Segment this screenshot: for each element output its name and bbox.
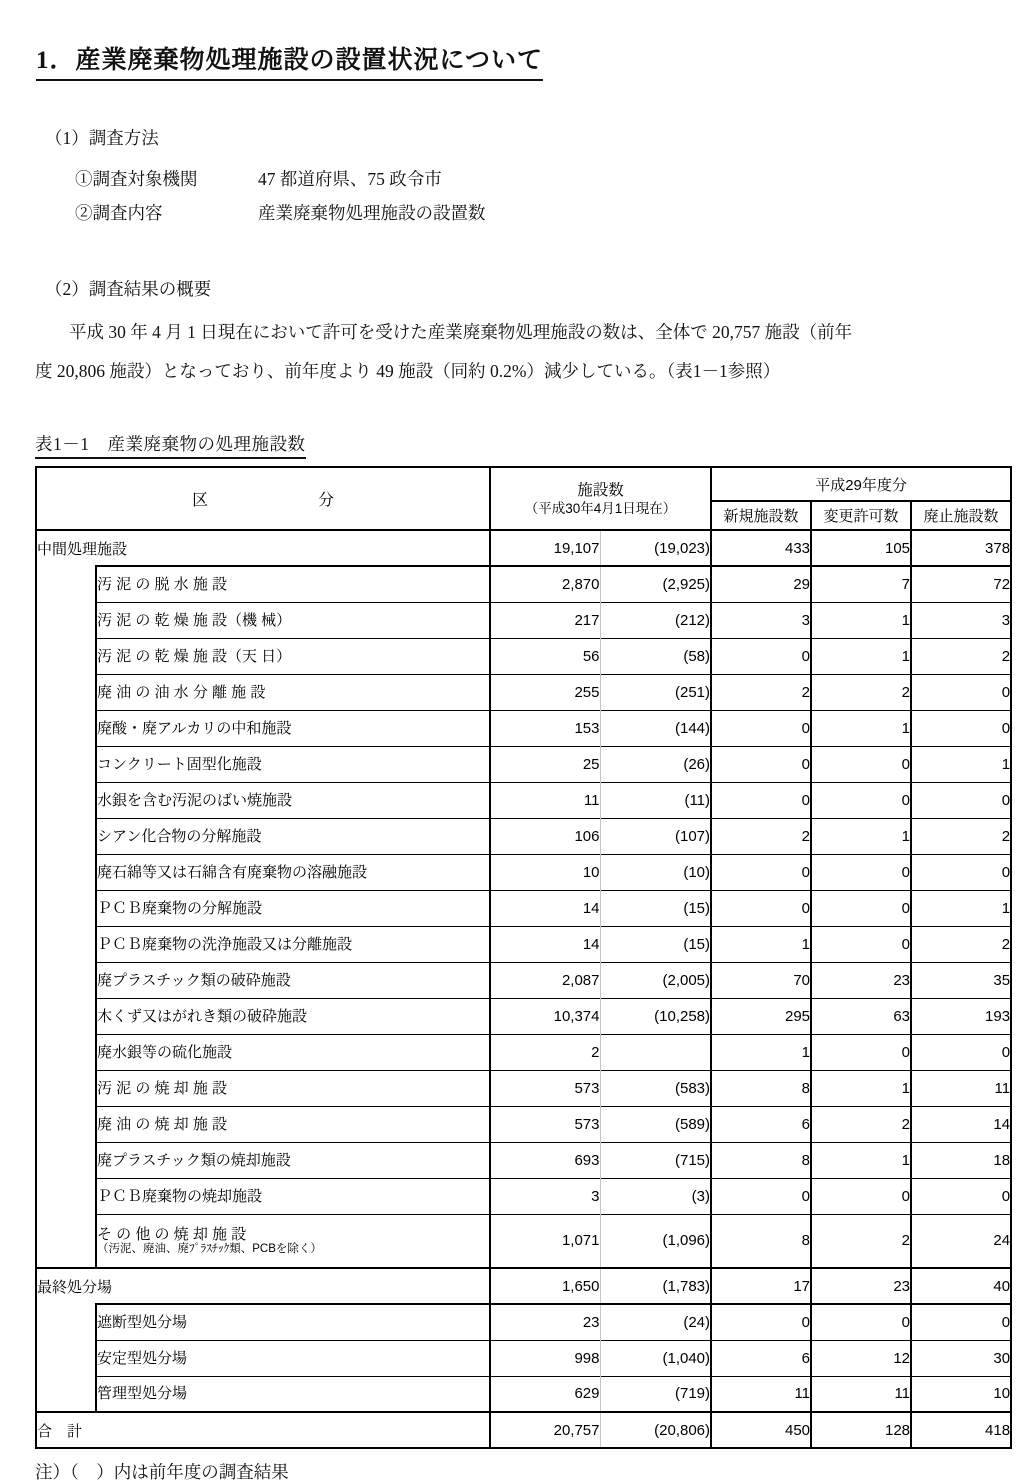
change-permits-cell: 1 bbox=[811, 1142, 911, 1178]
category-label: 水銀を含む汚泥のばい焼施設 bbox=[97, 791, 293, 809]
indent-cell bbox=[36, 818, 96, 854]
table-body bbox=[36, 530, 1011, 1448]
previous-count-cell: (1,040) bbox=[600, 1340, 711, 1376]
previous-count-cell: (715) bbox=[600, 1142, 711, 1178]
new-facilities-cell: 1 bbox=[711, 926, 811, 962]
previous-count-cell: (212) bbox=[600, 602, 711, 638]
indent-cell bbox=[36, 1214, 96, 1268]
indent-cell bbox=[36, 602, 96, 638]
table-row bbox=[36, 1034, 1011, 1070]
table-row bbox=[36, 746, 1011, 782]
new-facilities-cell: 6 bbox=[711, 1340, 811, 1376]
new-facilities-cell: 3 bbox=[711, 602, 811, 638]
indent-cell bbox=[36, 1142, 96, 1178]
category-cell bbox=[96, 962, 490, 998]
previous-count-cell: (107) bbox=[600, 818, 711, 854]
category-label: 木くず又はがれき類の破砕施設 bbox=[97, 1007, 308, 1025]
list-item bbox=[75, 162, 1010, 196]
table-caption: 表1－1 産業廃棄物の処理施設数 bbox=[35, 431, 306, 459]
previous-count-cell bbox=[600, 1034, 711, 1070]
previous-count-cell: (20,806) bbox=[600, 1412, 711, 1448]
list-item bbox=[75, 196, 1010, 230]
header-abolished-facilities: 廃止施設数 bbox=[911, 501, 1011, 530]
abolished-cell: 2 bbox=[911, 638, 1011, 674]
abolished-cell: 1 bbox=[911, 746, 1011, 782]
count-cell: 573 bbox=[490, 1070, 600, 1106]
survey-method-items bbox=[75, 162, 1010, 230]
table-note: 注）（ ）内は前年度の調査結果 bbox=[35, 1462, 289, 1482]
category-label: 汚 泥 の 乾 燥 施 設（天 日） bbox=[97, 647, 292, 665]
previous-count-cell: (3) bbox=[600, 1178, 711, 1214]
count-cell: 998 bbox=[490, 1340, 600, 1376]
change-permits-cell: 1 bbox=[811, 1070, 911, 1106]
previous-count-cell: (15) bbox=[600, 926, 711, 962]
paragraph-line: 度 20,806 施設）となっており、前年度より 49 施設（同約 0.2%）減少している。（表1－1参照） bbox=[35, 361, 781, 381]
method-item-value: 47 都道府県、75 政令市 bbox=[258, 169, 442, 189]
new-facilities-cell: 450 bbox=[711, 1412, 811, 1448]
category-label: 廃 油 の 油 水 分 離 施 設 bbox=[97, 683, 266, 701]
category-cell bbox=[96, 1304, 490, 1340]
category-label: 廃プラスチック類の破砕施設 bbox=[97, 971, 291, 989]
count-cell: 25 bbox=[490, 746, 600, 782]
table-row bbox=[36, 782, 1011, 818]
category-cell bbox=[96, 566, 490, 602]
indent-cell bbox=[36, 674, 96, 710]
category-label: 汚 泥 の 乾 燥 施 設（機 械） bbox=[97, 611, 292, 629]
change-permits-cell: 0 bbox=[811, 1304, 911, 1340]
new-facilities-cell: 0 bbox=[711, 638, 811, 674]
indent-cell bbox=[36, 782, 96, 818]
previous-count-cell: (1,783) bbox=[600, 1268, 711, 1304]
count-cell: 10 bbox=[490, 854, 600, 890]
header-facility-count-subtitle: （平成30年4月1日現在） bbox=[524, 500, 677, 516]
category-label: 廃石綿等又は石綿含有廃棄物の溶融施設 bbox=[97, 863, 368, 881]
abolished-cell: 18 bbox=[911, 1142, 1011, 1178]
abolished-cell: 2 bbox=[911, 818, 1011, 854]
change-permits-cell: 7 bbox=[811, 566, 911, 602]
previous-count-cell: (583) bbox=[600, 1070, 711, 1106]
new-facilities-cell: 0 bbox=[711, 782, 811, 818]
table-row bbox=[36, 566, 1011, 602]
abolished-cell: 0 bbox=[911, 674, 1011, 710]
change-permits-cell: 1 bbox=[811, 602, 911, 638]
change-permits-cell: 2 bbox=[811, 1106, 911, 1142]
abolished-cell: 418 bbox=[911, 1412, 1011, 1448]
abolished-cell: 10 bbox=[911, 1376, 1011, 1412]
category-cell bbox=[96, 818, 490, 854]
previous-count-cell: (251) bbox=[600, 674, 711, 710]
count-cell: 1,071 bbox=[490, 1214, 600, 1268]
previous-count-cell: (15) bbox=[600, 890, 711, 926]
count-cell: 19,107 bbox=[490, 530, 600, 566]
previous-count-cell: (2,925) bbox=[600, 566, 711, 602]
survey-results-heading: （2）調査結果の概要 bbox=[45, 279, 212, 299]
table-row bbox=[36, 926, 1011, 962]
header-facility-count bbox=[490, 467, 711, 530]
change-permits-cell: 0 bbox=[811, 890, 911, 926]
category-label: 汚 泥 の 焼 却 施 設 bbox=[97, 1079, 228, 1097]
table-row bbox=[36, 1070, 1011, 1106]
table-row bbox=[36, 1178, 1011, 1214]
header-fy29-group: 平成29年度分 bbox=[711, 467, 1011, 501]
count-cell: 11 bbox=[490, 782, 600, 818]
previous-count-cell: (19,023) bbox=[600, 530, 711, 566]
category-cell bbox=[96, 926, 490, 962]
new-facilities-cell: 8 bbox=[711, 1214, 811, 1268]
change-permits-cell: 23 bbox=[811, 1268, 911, 1304]
abolished-cell: 0 bbox=[911, 1178, 1011, 1214]
category-label: そ の 他 の 焼 却 施 設 bbox=[97, 1225, 247, 1243]
change-permits-cell: 63 bbox=[811, 998, 911, 1034]
abolished-cell: 0 bbox=[911, 1034, 1011, 1070]
category-label: コンクリート固型化施設 bbox=[97, 755, 262, 773]
table-row bbox=[36, 1268, 1011, 1304]
count-cell: 573 bbox=[490, 1106, 600, 1142]
table-row bbox=[36, 890, 1011, 926]
table-row bbox=[36, 962, 1011, 998]
category-cell bbox=[96, 1178, 490, 1214]
header-category-right: 分 bbox=[318, 492, 335, 509]
previous-count-cell: (719) bbox=[600, 1376, 711, 1412]
count-cell: 153 bbox=[490, 710, 600, 746]
indent-cell bbox=[36, 998, 96, 1034]
category-cell bbox=[96, 1106, 490, 1142]
change-permits-cell: 2 bbox=[811, 674, 911, 710]
indent-cell bbox=[36, 1376, 96, 1412]
indent-cell bbox=[36, 1178, 96, 1214]
method-item-value: 産業廃棄物処理施設の設置数 bbox=[258, 203, 486, 223]
abolished-cell: 1 bbox=[911, 890, 1011, 926]
indent-cell bbox=[36, 1340, 96, 1376]
count-cell: 693 bbox=[490, 1142, 600, 1178]
indent-cell bbox=[36, 746, 96, 782]
change-permits-cell: 0 bbox=[811, 746, 911, 782]
abolished-cell: 0 bbox=[911, 782, 1011, 818]
category-cell bbox=[96, 782, 490, 818]
category-label: 廃 油 の 焼 却 施 設 bbox=[97, 1115, 228, 1133]
table-row bbox=[36, 1304, 1011, 1340]
survey-results-paragraph bbox=[35, 313, 1010, 391]
indent-cell bbox=[36, 854, 96, 890]
change-permits-cell: 2 bbox=[811, 1214, 911, 1268]
previous-count-cell: (10,258) bbox=[600, 998, 711, 1034]
table-row bbox=[36, 1142, 1011, 1178]
previous-count-cell: (11) bbox=[600, 782, 711, 818]
category-cell: 合 計 bbox=[36, 1412, 490, 1448]
category-label: 廃プラスチック類の焼却施設 bbox=[97, 1151, 291, 1169]
change-permits-cell: 23 bbox=[811, 962, 911, 998]
new-facilities-cell: 11 bbox=[711, 1376, 811, 1412]
table-row bbox=[36, 1376, 1011, 1412]
category-sublabel: （汚泥、廃油、廃ﾌﾟﾗｽﾁｯｸ類、PCBを除く） bbox=[97, 1242, 322, 1255]
survey-method-heading: （1）調査方法 bbox=[45, 128, 159, 148]
indent-cell bbox=[36, 926, 96, 962]
count-cell: 2,087 bbox=[490, 962, 600, 998]
category-label: ＰＣＢ廃棄物の洗浄施設又は分離施設 bbox=[97, 935, 353, 953]
count-cell: 106 bbox=[490, 818, 600, 854]
category-label: ＰＣＢ廃棄物の焼却施設 bbox=[97, 1187, 263, 1205]
new-facilities-cell: 295 bbox=[711, 998, 811, 1034]
count-cell: 1,650 bbox=[490, 1268, 600, 1304]
change-permits-cell: 12 bbox=[811, 1340, 911, 1376]
header-category-left: 区 bbox=[191, 492, 208, 509]
abolished-cell: 24 bbox=[911, 1214, 1011, 1268]
table-row bbox=[36, 710, 1011, 746]
table-row bbox=[36, 602, 1011, 638]
table-row bbox=[36, 854, 1011, 890]
count-cell: 629 bbox=[490, 1376, 600, 1412]
category-cell bbox=[96, 674, 490, 710]
indent-cell bbox=[36, 1106, 96, 1142]
previous-count-cell: (1,096) bbox=[600, 1214, 711, 1268]
table-row bbox=[36, 674, 1011, 710]
count-cell: 14 bbox=[490, 926, 600, 962]
change-permits-cell: 0 bbox=[811, 926, 911, 962]
table-row bbox=[36, 638, 1011, 674]
category-cell bbox=[96, 1142, 490, 1178]
previous-count-cell: (2,005) bbox=[600, 962, 711, 998]
new-facilities-cell: 2 bbox=[711, 818, 811, 854]
category-cell: 中間処理施設 bbox=[36, 530, 490, 566]
abolished-cell: 40 bbox=[911, 1268, 1011, 1304]
new-facilities-cell: 0 bbox=[711, 854, 811, 890]
category-cell bbox=[96, 1340, 490, 1376]
change-permits-cell: 11 bbox=[811, 1376, 911, 1412]
count-cell: 2 bbox=[490, 1034, 600, 1070]
abolished-cell: 0 bbox=[911, 854, 1011, 890]
count-cell: 255 bbox=[490, 674, 600, 710]
change-permits-cell: 1 bbox=[811, 710, 911, 746]
count-cell: 217 bbox=[490, 602, 600, 638]
indent-cell bbox=[36, 566, 96, 602]
table-head bbox=[36, 467, 1011, 530]
abolished-cell: 0 bbox=[911, 1304, 1011, 1340]
category-cell bbox=[96, 1034, 490, 1070]
count-cell: 10,374 bbox=[490, 998, 600, 1034]
change-permits-cell: 1 bbox=[811, 818, 911, 854]
table-row bbox=[36, 1106, 1011, 1142]
category-cell bbox=[96, 710, 490, 746]
abolished-cell: 35 bbox=[911, 962, 1011, 998]
previous-count-cell: (589) bbox=[600, 1106, 711, 1142]
count-cell: 23 bbox=[490, 1304, 600, 1340]
header-new-facilities: 新規施設数 bbox=[711, 501, 811, 530]
new-facilities-cell: 433 bbox=[711, 530, 811, 566]
change-permits-cell: 128 bbox=[811, 1412, 911, 1448]
category-cell bbox=[96, 1376, 490, 1412]
category-cell bbox=[96, 1070, 490, 1106]
indent-cell bbox=[36, 1034, 96, 1070]
table-row bbox=[36, 1214, 1011, 1268]
new-facilities-cell: 6 bbox=[711, 1106, 811, 1142]
new-facilities-cell: 29 bbox=[711, 566, 811, 602]
abolished-cell: 0 bbox=[911, 710, 1011, 746]
category-cell bbox=[96, 1214, 490, 1268]
table-row bbox=[36, 530, 1011, 566]
category-label: 廃酸・廃アルカリの中和施設 bbox=[97, 719, 292, 737]
abolished-cell: 72 bbox=[911, 566, 1011, 602]
new-facilities-cell: 8 bbox=[711, 1142, 811, 1178]
category-cell bbox=[96, 638, 490, 674]
new-facilities-cell: 2 bbox=[711, 674, 811, 710]
abolished-cell: 193 bbox=[911, 998, 1011, 1034]
category-cell bbox=[96, 890, 490, 926]
abolished-cell: 14 bbox=[911, 1106, 1011, 1142]
indent-cell bbox=[36, 638, 96, 674]
indent-cell bbox=[36, 962, 96, 998]
category-cell bbox=[96, 998, 490, 1034]
method-item-label: ①調査対象機関 bbox=[75, 169, 198, 189]
previous-count-cell: (144) bbox=[600, 710, 711, 746]
new-facilities-cell: 70 bbox=[711, 962, 811, 998]
page-title: 1．産業廃棄物処理施設の設置状況について bbox=[36, 40, 543, 81]
header-category bbox=[36, 467, 490, 530]
count-cell: 2,870 bbox=[490, 566, 600, 602]
count-cell: 14 bbox=[490, 890, 600, 926]
new-facilities-cell: 0 bbox=[711, 890, 811, 926]
category-label: ＰＣＢ廃棄物の分解施設 bbox=[97, 899, 263, 917]
new-facilities-cell: 0 bbox=[711, 746, 811, 782]
new-facilities-cell: 0 bbox=[711, 710, 811, 746]
abolished-cell: 30 bbox=[911, 1340, 1011, 1376]
category-label: 安定型処分場 bbox=[97, 1349, 188, 1367]
category-label: 管理型処分場 bbox=[97, 1385, 188, 1403]
new-facilities-cell: 17 bbox=[711, 1268, 811, 1304]
header-row-1 bbox=[36, 467, 1011, 501]
header-facility-count-title: 施設数 bbox=[577, 481, 624, 499]
indent-cell bbox=[36, 1070, 96, 1106]
category-cell: 最終処分場 bbox=[36, 1268, 490, 1304]
previous-count-cell: (10) bbox=[600, 854, 711, 890]
table-row bbox=[36, 998, 1011, 1034]
abolished-cell: 11 bbox=[911, 1070, 1011, 1106]
category-label: 廃水銀等の硫化施設 bbox=[97, 1043, 233, 1061]
previous-count-cell: (24) bbox=[600, 1304, 711, 1340]
abolished-cell: 3 bbox=[911, 602, 1011, 638]
facilities-table bbox=[35, 466, 1012, 1449]
change-permits-cell: 0 bbox=[811, 782, 911, 818]
category-cell bbox=[96, 746, 490, 782]
table-row bbox=[36, 818, 1011, 854]
indent-cell bbox=[36, 710, 96, 746]
count-cell: 56 bbox=[490, 638, 600, 674]
paragraph-line: 平成 30 年 4 月 1 日現在において許可を受けた産業廃棄物処理施設の数は、全体で 20,757 施設（前年 bbox=[69, 322, 853, 342]
count-cell: 3 bbox=[490, 1178, 600, 1214]
count-cell: 20,757 bbox=[490, 1412, 600, 1448]
change-permits-cell: 1 bbox=[811, 638, 911, 674]
change-permits-cell: 105 bbox=[811, 530, 911, 566]
new-facilities-cell: 8 bbox=[711, 1070, 811, 1106]
table-row bbox=[36, 1412, 1011, 1448]
category-cell bbox=[96, 602, 490, 638]
new-facilities-cell: 1 bbox=[711, 1034, 811, 1070]
abolished-cell: 378 bbox=[911, 530, 1011, 566]
method-item-label: ②調査内容 bbox=[75, 203, 163, 223]
table-row bbox=[36, 1340, 1011, 1376]
previous-count-cell: (26) bbox=[600, 746, 711, 782]
previous-count-cell: (58) bbox=[600, 638, 711, 674]
change-permits-cell: 0 bbox=[811, 1034, 911, 1070]
new-facilities-cell: 0 bbox=[711, 1178, 811, 1214]
abolished-cell: 2 bbox=[911, 926, 1011, 962]
category-label: 遮断型処分場 bbox=[97, 1313, 188, 1331]
change-permits-cell: 0 bbox=[811, 854, 911, 890]
change-permits-cell: 0 bbox=[811, 1178, 911, 1214]
category-label: シアン化合物の分解施設 bbox=[97, 827, 262, 845]
category-cell bbox=[96, 854, 490, 890]
new-facilities-cell: 0 bbox=[711, 1304, 811, 1340]
header-change-permits: 変更許可数 bbox=[811, 501, 911, 530]
indent-cell bbox=[36, 1304, 96, 1340]
category-label: 汚 泥 の 脱 水 施 設 bbox=[97, 575, 228, 593]
indent-cell bbox=[36, 890, 96, 926]
